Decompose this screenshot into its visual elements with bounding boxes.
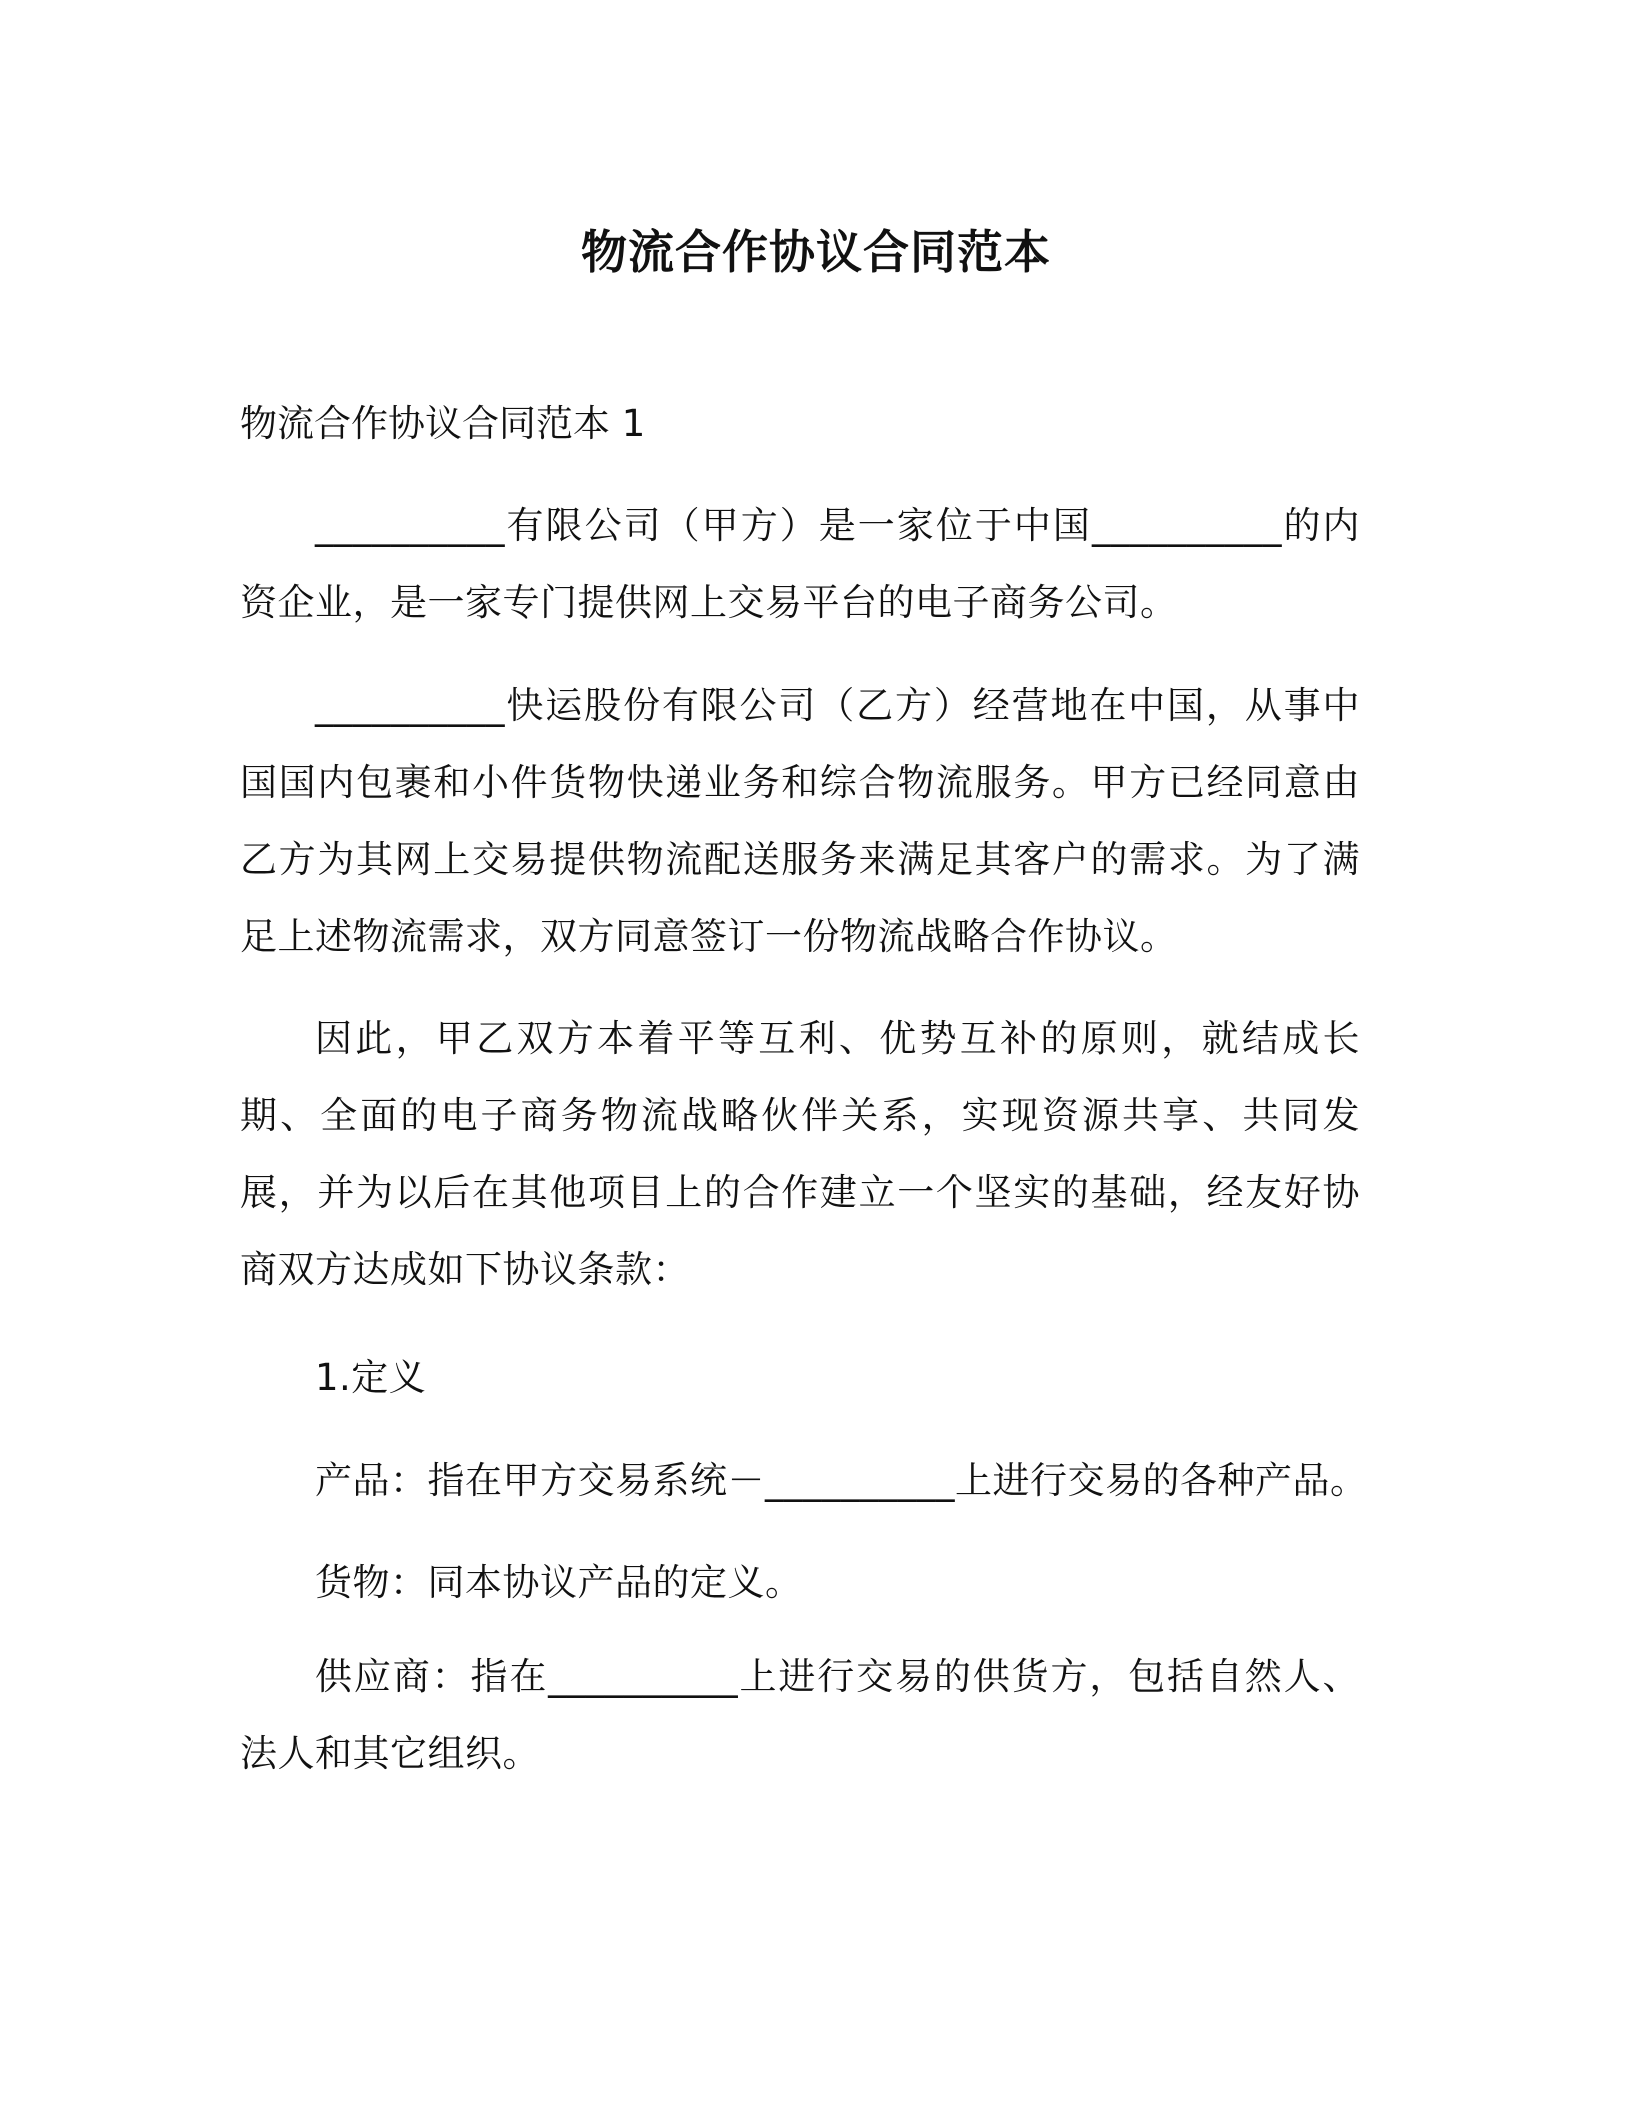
document-title: 物流合作协议合同范本 [581,225,1051,279]
section-heading: 物流合作协议合同范本 1 [240,402,646,445]
paragraph-party-b: __________快运股份有限公司（乙方）经营地在中国，从事中国国内包裹和小件货物快递业务和综合物流服务。甲方已经同意由乙方为其网上交易提供物流配送服务来满足其客户的需求。为了满足上述物流需求，双方同意签订一份物流战略合作协议。 [240,684,1360,958]
paragraph-principles: 因此，甲乙双方本着平等互利、优势互补的原则，就结成长期、全面的电子商务物流战略伙伴关系，实现资源共享、共同发展，并为以后在其他项目上的合作建立一个坚实的基础，经友好协商双方达成如下协议条款： [240,1017,1360,1291]
definition-goods: 货物：同本协议产品的定义。 [315,1561,803,1604]
clause-heading: 1.定义 [315,1356,427,1399]
definition-supplier: 供应商：指在__________上进行交易的供货方，包括自然人、法人和其它组织。 [240,1655,1360,1775]
definition-product: 产品：指在甲方交易系统－__________上进行交易的各种产品。 [315,1459,1368,1502]
paragraph-party-a: __________有限公司（甲方）是一家位于中国__________的内资企业，是一家专门提供网上交易平台的电子商务公司。 [240,504,1360,624]
